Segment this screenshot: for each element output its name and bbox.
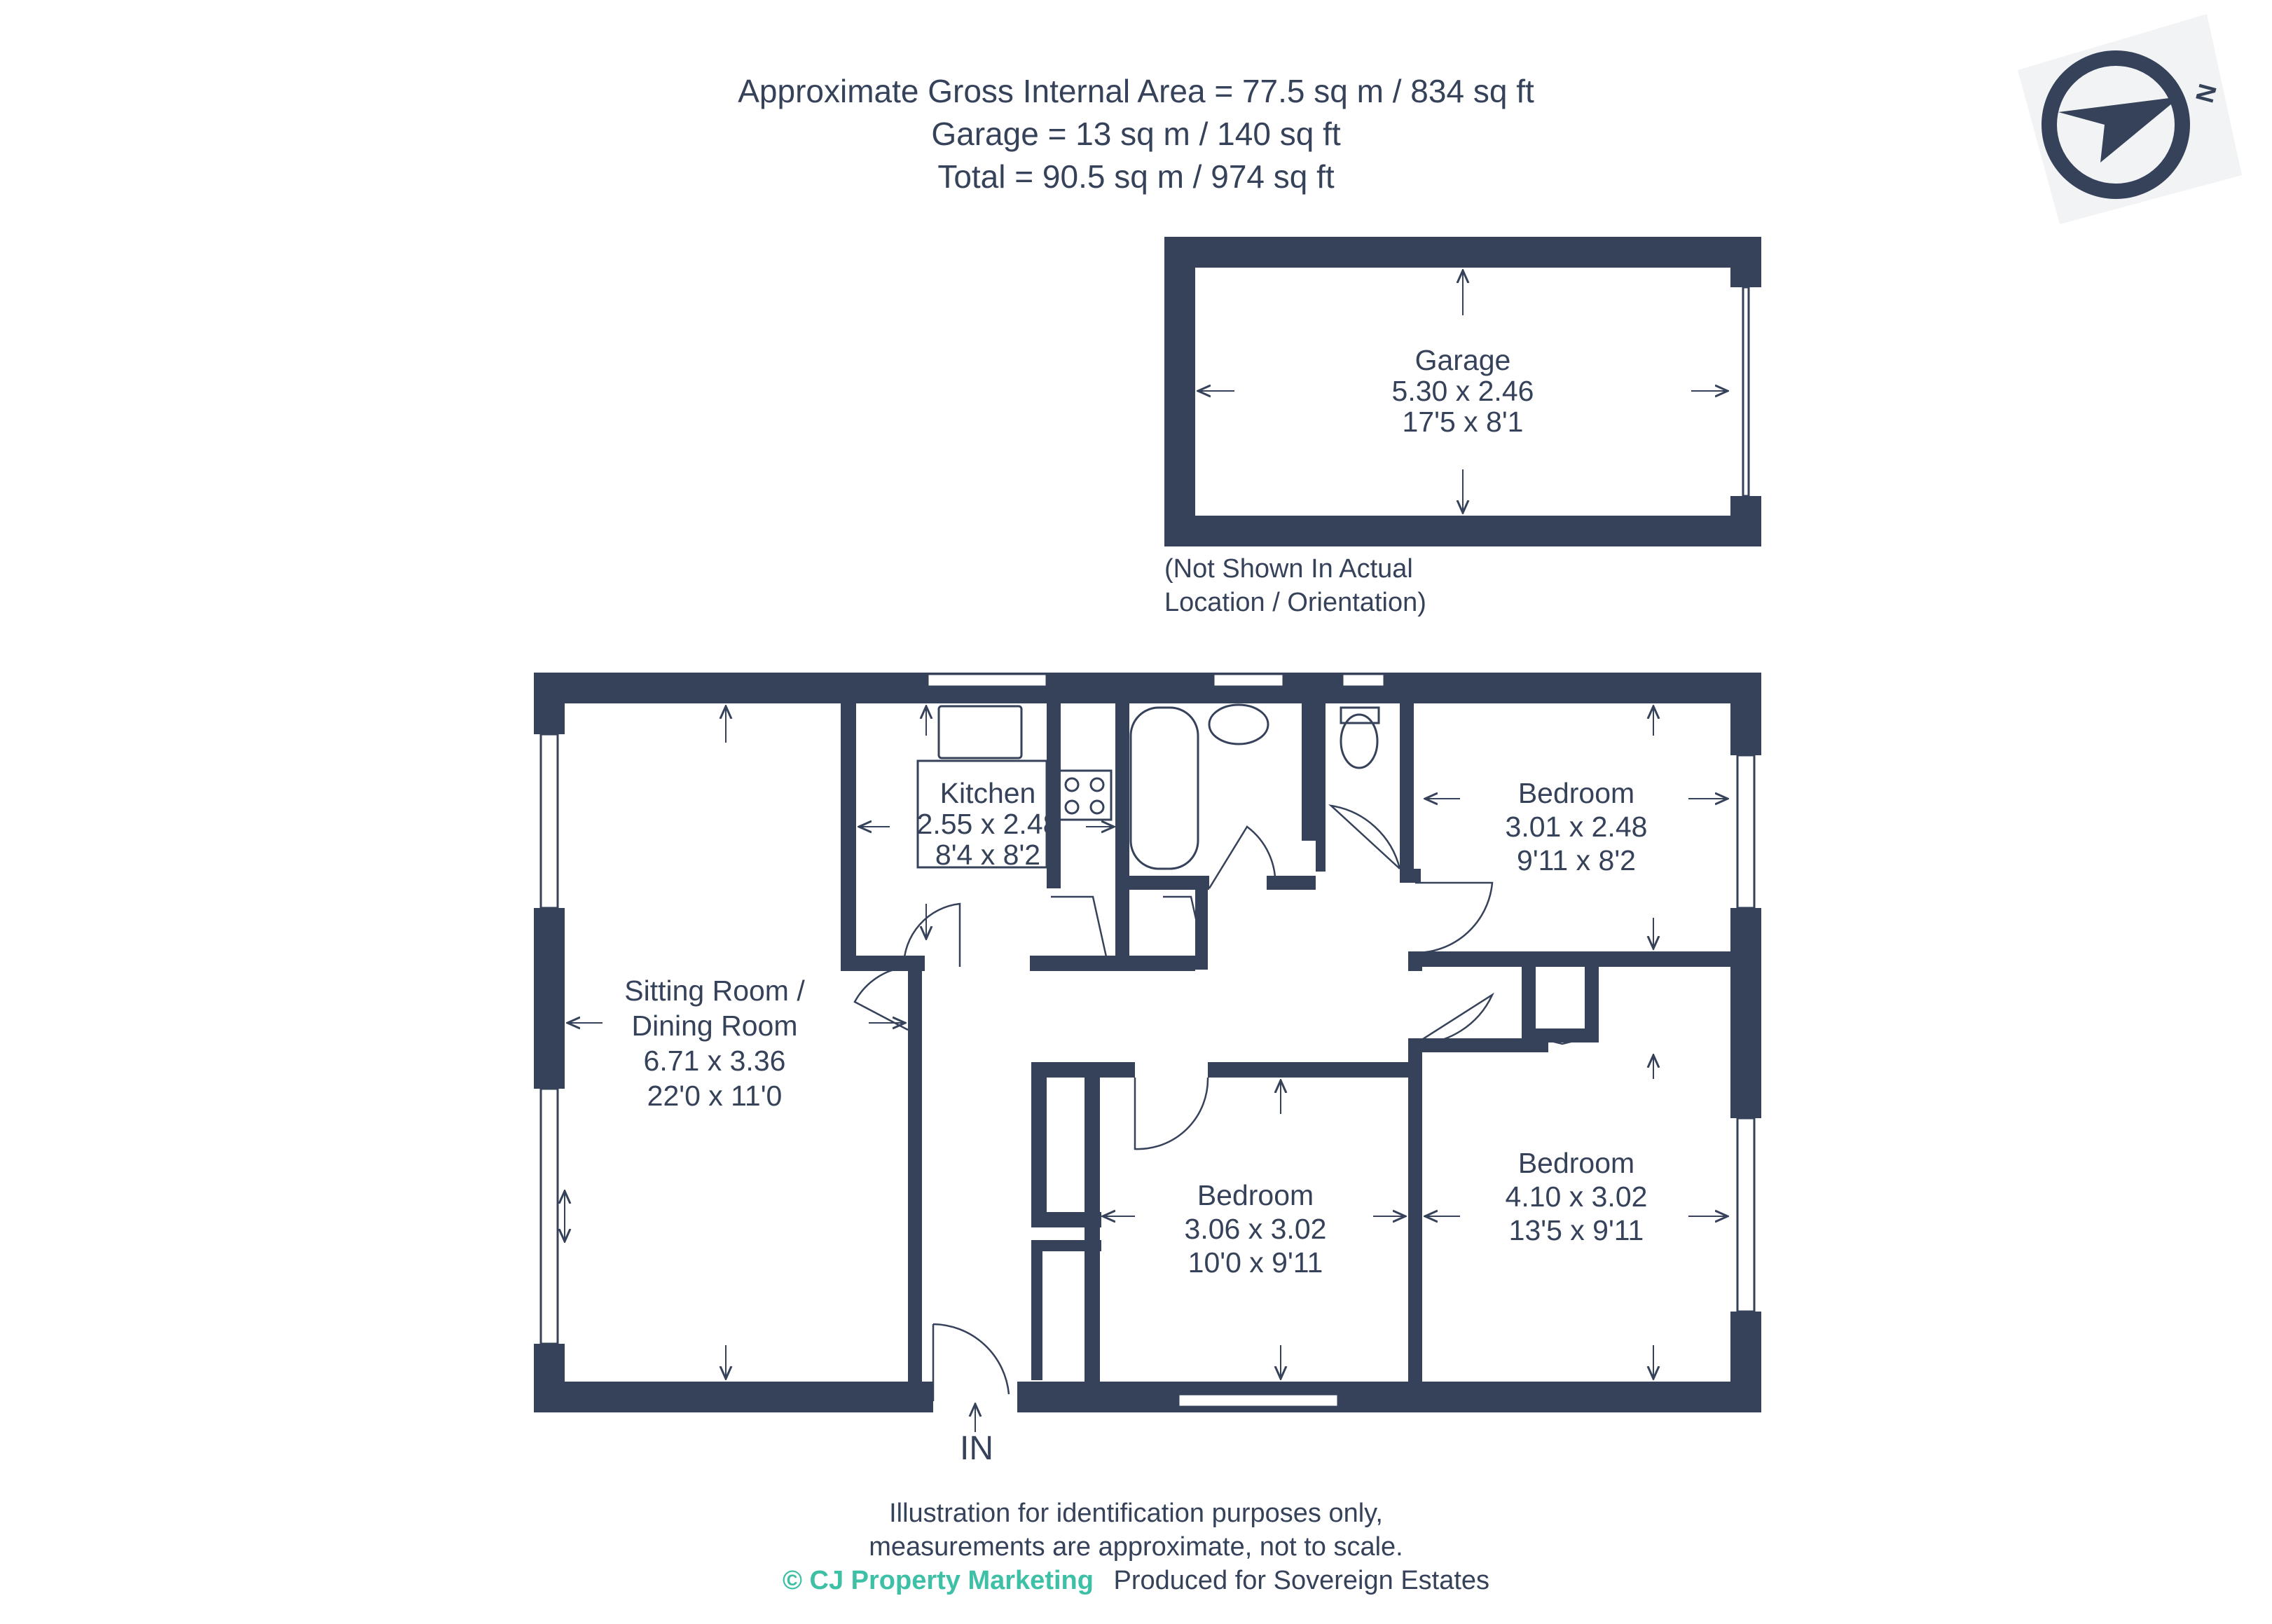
door-bedroom2 (1135, 1078, 1208, 1149)
garage-door (1743, 287, 1749, 496)
bath-bottom-wall (1129, 876, 1209, 890)
bedroom1-metric: 3.01 x 2.48 (1505, 811, 1648, 843)
kitchen-name: Kitchen (939, 777, 1036, 809)
total-area: Total = 90.5 sq m / 974 sq ft (937, 158, 1335, 195)
room-labels (624, 777, 1647, 1279)
outer-wall-right-bottom (1730, 1312, 1761, 1412)
garage-wall-top (1164, 237, 1761, 268)
entrance-label: IN (960, 1430, 993, 1467)
bedroom3-top-left (1408, 1038, 1548, 1052)
wc-right-wall (1400, 703, 1414, 883)
bedroom2-metric: 3.06 x 3.02 (1184, 1213, 1327, 1245)
disclaimer-line1: Illustration for identification purposes only, (889, 1499, 1383, 1528)
window-wc (1342, 674, 1384, 687)
bedroom1-imperial: 9'11 x 8'2 (1517, 844, 1636, 876)
cupboard-divider (1115, 886, 1129, 963)
kitchen-bottom-left (841, 956, 925, 971)
bedroom1-name: Bedroom (1517, 777, 1635, 809)
bedroom1-bottom-wall (1408, 951, 1730, 967)
garage-metric: 5.30 x 2.46 (1391, 375, 1534, 407)
hob (1058, 771, 1111, 820)
garage-imperial: 17'5 x 8'1 (1402, 406, 1524, 438)
disclaimer-line2: measurements are approximate, not to scale. (869, 1532, 1403, 1562)
brand-credit: © CJ Property Marketing (782, 1566, 1094, 1595)
bedroom2-name: Bedroom (1197, 1179, 1314, 1211)
kitchen-imperial: 8'4 x 8'2 (935, 839, 1041, 871)
window-bathroom (1213, 674, 1283, 687)
bedroom2-left-wall (1085, 1078, 1100, 1386)
door-wc (1331, 806, 1400, 869)
sitting-room-imperial: 22'0 x 11'0 (647, 1080, 783, 1112)
bedroom2-imperial: 10'0 x 9'11 (1187, 1246, 1323, 1279)
garage-name: Garage (1414, 344, 1511, 376)
wc-bottom-wall (1267, 876, 1316, 890)
outer-wall-right-top (1730, 673, 1761, 755)
window-kitchen (928, 674, 1047, 687)
dining-room-name: Dining Room (631, 1010, 798, 1042)
wash-basin (1209, 705, 1268, 744)
garage-note-line1: (Not Shown In Actual (1164, 554, 1413, 584)
bath-wc-divider (1302, 703, 1316, 841)
door-bedroom3 (1415, 995, 1492, 1044)
bathtub (1131, 708, 1198, 869)
wardrobe-divider (1585, 967, 1599, 1042)
disclaimer-footer (0, 1496, 2272, 1597)
door-sitting-room (855, 967, 908, 1030)
door-bedroom1 (1415, 883, 1492, 953)
hall-cupboard-wall (1031, 1062, 1047, 1227)
bedroom2-top-wall (1208, 1062, 1415, 1078)
credit-line (0, 1564, 2272, 1597)
bedroom2-bedroom3-wall (1408, 1044, 1422, 1387)
wc-bottom-right (1400, 869, 1421, 883)
store-left (1031, 1240, 1042, 1380)
window-bedroom2 (1178, 1394, 1338, 1407)
bedroom2-top-left (1031, 1062, 1135, 1078)
outer-wall-left-top (534, 673, 565, 734)
kitchen-metric: 2.55 x 2.48 (916, 808, 1059, 840)
sitting-room-metric: 6.71 x 3.36 (643, 1045, 786, 1077)
garage-note (1164, 552, 1426, 619)
wc-left-wall (1316, 703, 1326, 872)
garage-wall-left (1164, 237, 1195, 546)
window-sitting-left (541, 734, 558, 908)
sitting-kitchen-wall (841, 703, 856, 971)
garage-wall-right-lower (1730, 496, 1761, 546)
window-bedroom3 (1737, 1118, 1754, 1312)
kitchen-bottom-right (1030, 956, 1195, 971)
sitting-room-name: Sitting Room / (624, 975, 805, 1007)
outer-wall-bottom-right (1017, 1382, 1761, 1412)
door-front (933, 1324, 1009, 1401)
window-bedroom1 (1737, 755, 1754, 908)
outer-wall-left-bottom (534, 1344, 565, 1412)
sitting-room-right-wall (908, 965, 922, 1386)
bedroom3-name: Bedroom (1517, 1147, 1635, 1179)
garage-area: Garage = 13 sq m / 140 sq ft (931, 116, 1341, 152)
bedroom3-metric: 4.10 x 3.02 (1505, 1181, 1648, 1213)
produced-for: Produced for Sovereign Estates (1113, 1566, 1490, 1595)
outer-wall-top (534, 673, 1761, 703)
window-sitting-patio (541, 1089, 558, 1344)
door-cupboard-1 (1051, 897, 1107, 960)
kitchen-sink (939, 706, 1021, 758)
outer-wall-right-mid (1730, 908, 1761, 1118)
bedroom1-bottom-stub (1408, 951, 1422, 971)
garage-wall-right-upper (1730, 237, 1761, 287)
gross-internal-area: Approximate Gross Internal Area = 77.5 sq m / 834 sq ft (738, 73, 1534, 109)
garage-note-line2: Location / Orientation) (1164, 588, 1426, 617)
compass-north-letter: N (2189, 81, 2222, 106)
doors (855, 806, 1590, 1401)
outer-wall-left-mid (534, 908, 565, 1089)
outer-wall-bottom-left (534, 1382, 933, 1412)
garage-wall-bottom (1164, 516, 1761, 546)
garage (1164, 237, 1761, 546)
bath-left-wall (1115, 703, 1129, 888)
bedroom3-imperial: 13'5 x 9'11 (1508, 1214, 1644, 1246)
door-bathroom (1209, 827, 1275, 888)
